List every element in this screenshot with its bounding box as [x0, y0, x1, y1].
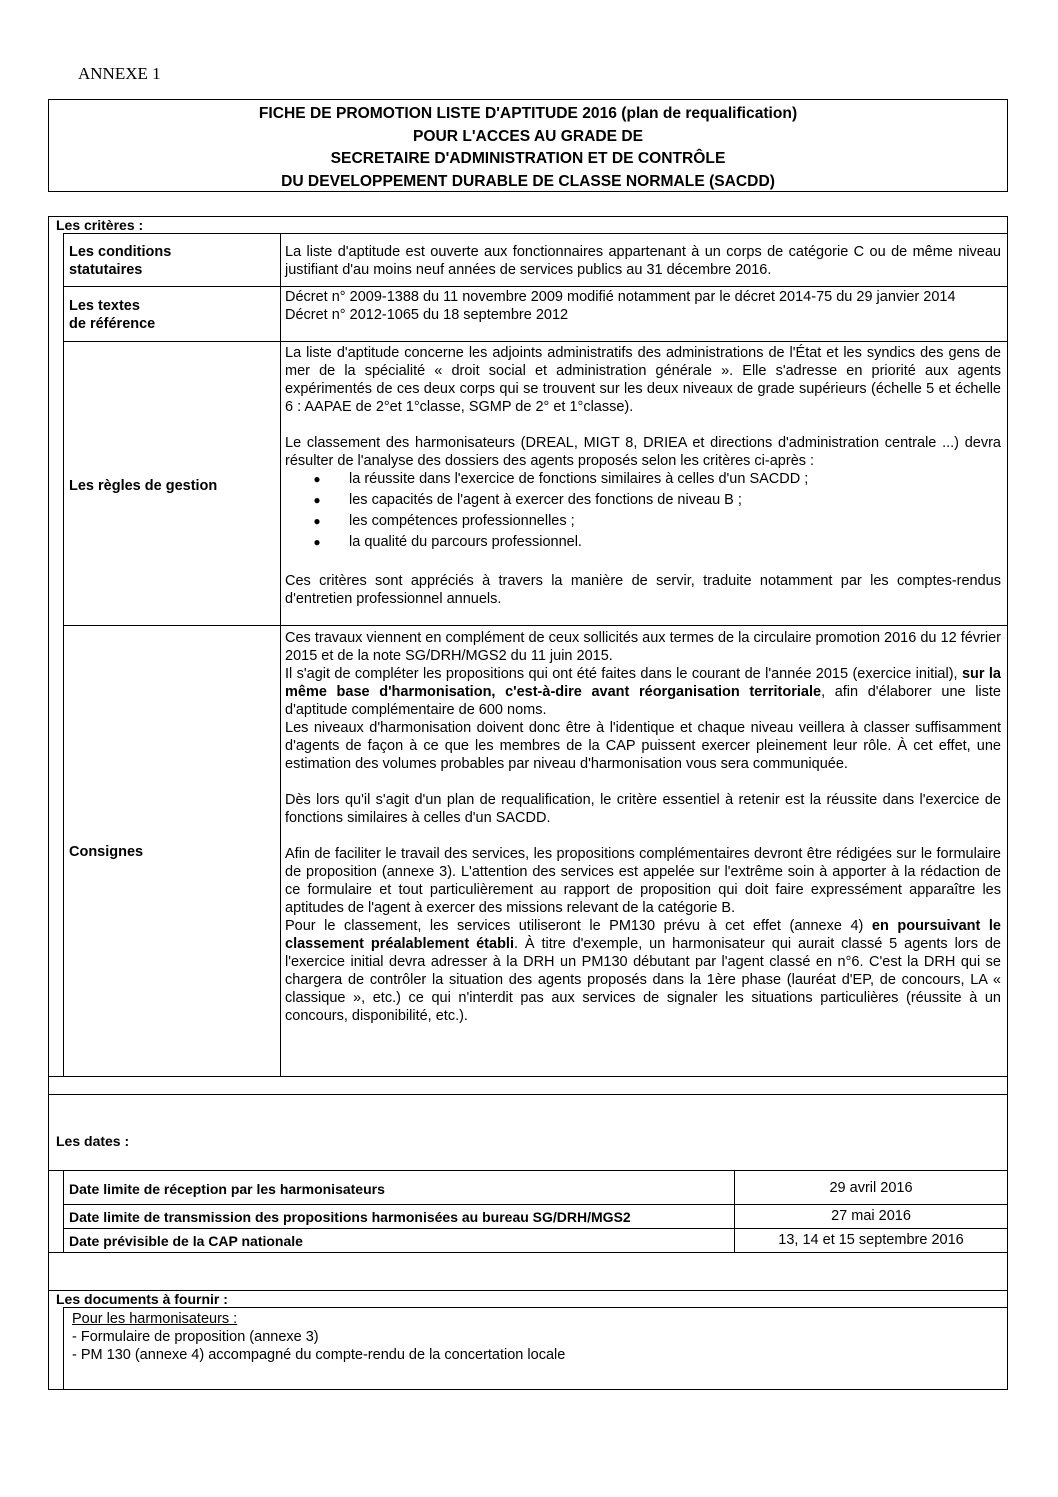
documents-list	[72, 1310, 565, 1364]
regles-bullet-4: ● la qualité du parcours professionnel.	[285, 533, 1001, 554]
documents-heading: Les documents à fournir :	[56, 1291, 228, 1307]
consignes-p4: Dès lors qu'il s'agit d'un plan de requalification, le critère essentiel à retenir est la réussite dans l'exercice de fonctions similaires à celles d'un SACDD.	[285, 792, 1001, 826]
title-line-4: DU DEVELOPPEMENT DURABLE DE CLASSE NORMALE (SACDD)	[281, 172, 775, 190]
regles-p2: Le classement des harmonisateurs (DREAL, MIGT 8, DRIEA et directions d'administration centrale ...) devra résulter de l'analyse des dossiers des agents proposés selon les critères ci-après :	[285, 435, 1001, 469]
consignes-label: Consignes	[69, 844, 144, 860]
date-row-2-label: Date limite de transmission des propositions harmonisées au bureau SG/DRH/MGS2	[69, 1209, 631, 1225]
bullet-icon: ●	[313, 493, 321, 507]
consignes-p5: Afin de faciliter le travail des services, les propositions complémentaires devront être rédigées sur le formulaire de proposition (annexe 3). L'attention des services est appelée sur l'extrême soin à apporter à la rédaction de ce formulaire et tout particulièrement au rapport de proposition qui doit faire expressément apparaître les aptitudes de l'agent à exercer des missions relevant de la catégorie B.	[285, 846, 1001, 916]
consignes-text	[285, 629, 1001, 1025]
criteria-heading: Les critères :	[56, 217, 144, 233]
regles-bullet-3: ● les compétences professionnelles ;	[285, 512, 1001, 533]
conditions-text: La liste d'aptitude est ouverte aux fonctionnaires appartenant à un corps de catégorie C ou de même niveau justifiant d'au moins neuf années de services publics au 31 décembre 2016.	[285, 244, 1001, 278]
consignes-p2: Il s'agit de compléter les propositions qui ont été faites dans le courant de l'année 2015 (exercice initial), sur la même base d'harmonisation, c'est-à-dire avant réorganisation territoriale, afin d'élaborer une liste d'aptitude complémentaire de 600 noms.	[285, 666, 1001, 718]
consignes-p3: Les niveaux d'harmonisation doivent donc être à l'identique et chaque niveau veillera à classer suffisamment d'agents de façon à ce que les membres de la CAP puissent exercer pleinement leur rôle. À cet effet, une estimation des volumes probables par niveau d'harmonisation vous sera communiquée.	[285, 720, 1001, 772]
consignes-p1: Ces travaux viennent en complément de ceux sollicités aux termes de la circulaire promotion 2016 du 12 février 2015 et de la note SG/DRH/MGS2 du 11 juin 2015.	[285, 630, 1001, 664]
bullet-icon: ●	[313, 472, 321, 486]
title-line-3: SECRETAIRE D'ADMINISTRATION ET DE CONTRÔLE	[330, 150, 726, 167]
documents-item-2: - PM 130 (annexe 4) accompagné du compte-rendu de la concertation locale	[72, 1347, 566, 1363]
document-title-box	[48, 99, 1008, 192]
date-row-3-label: Date prévisible de la CAP nationale	[69, 1233, 303, 1249]
textes-text	[285, 288, 1001, 324]
date-row-1-label: Date limite de réception par les harmonisateurs	[69, 1181, 385, 1197]
textes-line-1: Décret n° 2009-1388 du 11 novembre 2009 modifié notamment par le décret 2014-75 du 29 janvier 2014	[285, 289, 956, 305]
documents-item-1: - Formulaire de proposition (annexe 3)	[72, 1329, 319, 1345]
textes-label: Les textes de référence	[69, 298, 156, 332]
date-row-3-value: 13, 14 et 15 septembre 2016	[778, 1232, 964, 1248]
regles-text	[285, 344, 1001, 608]
bullet-icon: ●	[313, 514, 321, 528]
annex-label: ANNEXE 1	[78, 64, 161, 83]
regles-p3: Ces critères sont appréciés à travers la manière de servir, traduite notamment par les comptes-rendus d'entretien professionnel annuels.	[285, 573, 1001, 607]
documents-subheading: Pour les harmonisateurs :	[72, 1311, 238, 1327]
title-line-1: FICHE DE PROMOTION LISTE D'APTITUDE 2016 (plan de requalification)	[258, 105, 798, 122]
regles-bullet-2: ● les capacités de l'agent à exercer des fonctions de niveau B ;	[285, 491, 1001, 512]
consignes-p6: Pour le classement, les services utiliseront le PM130 prévu à cet effet (annexe 4) en poursuivant le classement préalablement établi. À titre d'exemple, un harmonisateur qui aurait classé 5 agents lors de l'exercice initial devra adresser à la DRH un PM130 débutant par l'agent classé en n°6. C'est la DRH qui se chargera de contrôler la situation des agents proposés dans la 1ère phase (lauréat d'EP, de concours, LA « classique », etc.) ce qui n'interdit pas aux services de signaler les situations particulières (réussite à un concours, disponibilité, etc.).	[285, 918, 1001, 1024]
bullet-icon: ●	[313, 535, 321, 549]
date-row-2-value: 27 mai 2016	[831, 1208, 911, 1224]
textes-line-2: Décret n° 2012-1065 du 18 septembre 2012	[285, 307, 569, 323]
conditions-label: Les conditions statutaires	[69, 244, 172, 278]
regles-bullet-1: ● la réussite dans l'exercice de fonctions similaires à celles d'un SACDD ;	[285, 470, 1001, 491]
date-row-1-value: 29 avril 2016	[829, 1180, 913, 1196]
title-line-2: POUR L'ACCES AU GRADE DE	[412, 127, 644, 145]
dates-heading: Les dates :	[56, 1133, 130, 1149]
regles-p1: La liste d'aptitude concerne les adjoints administratifs des administrations de l'État et les syndics des gens de mer de la spécialité « droit social et administration générale ». Elle s'adresse en priorité aux agents expérimentés de ces deux corps qui se trouvent sur les deux niveaux de grade supérieurs (échelle 5 et échelle 6 : AAPAE de 2°et 1°classe, SGMP de 2° et 1°classe).	[285, 345, 1001, 415]
regles-label: Les règles de gestion	[69, 478, 218, 494]
